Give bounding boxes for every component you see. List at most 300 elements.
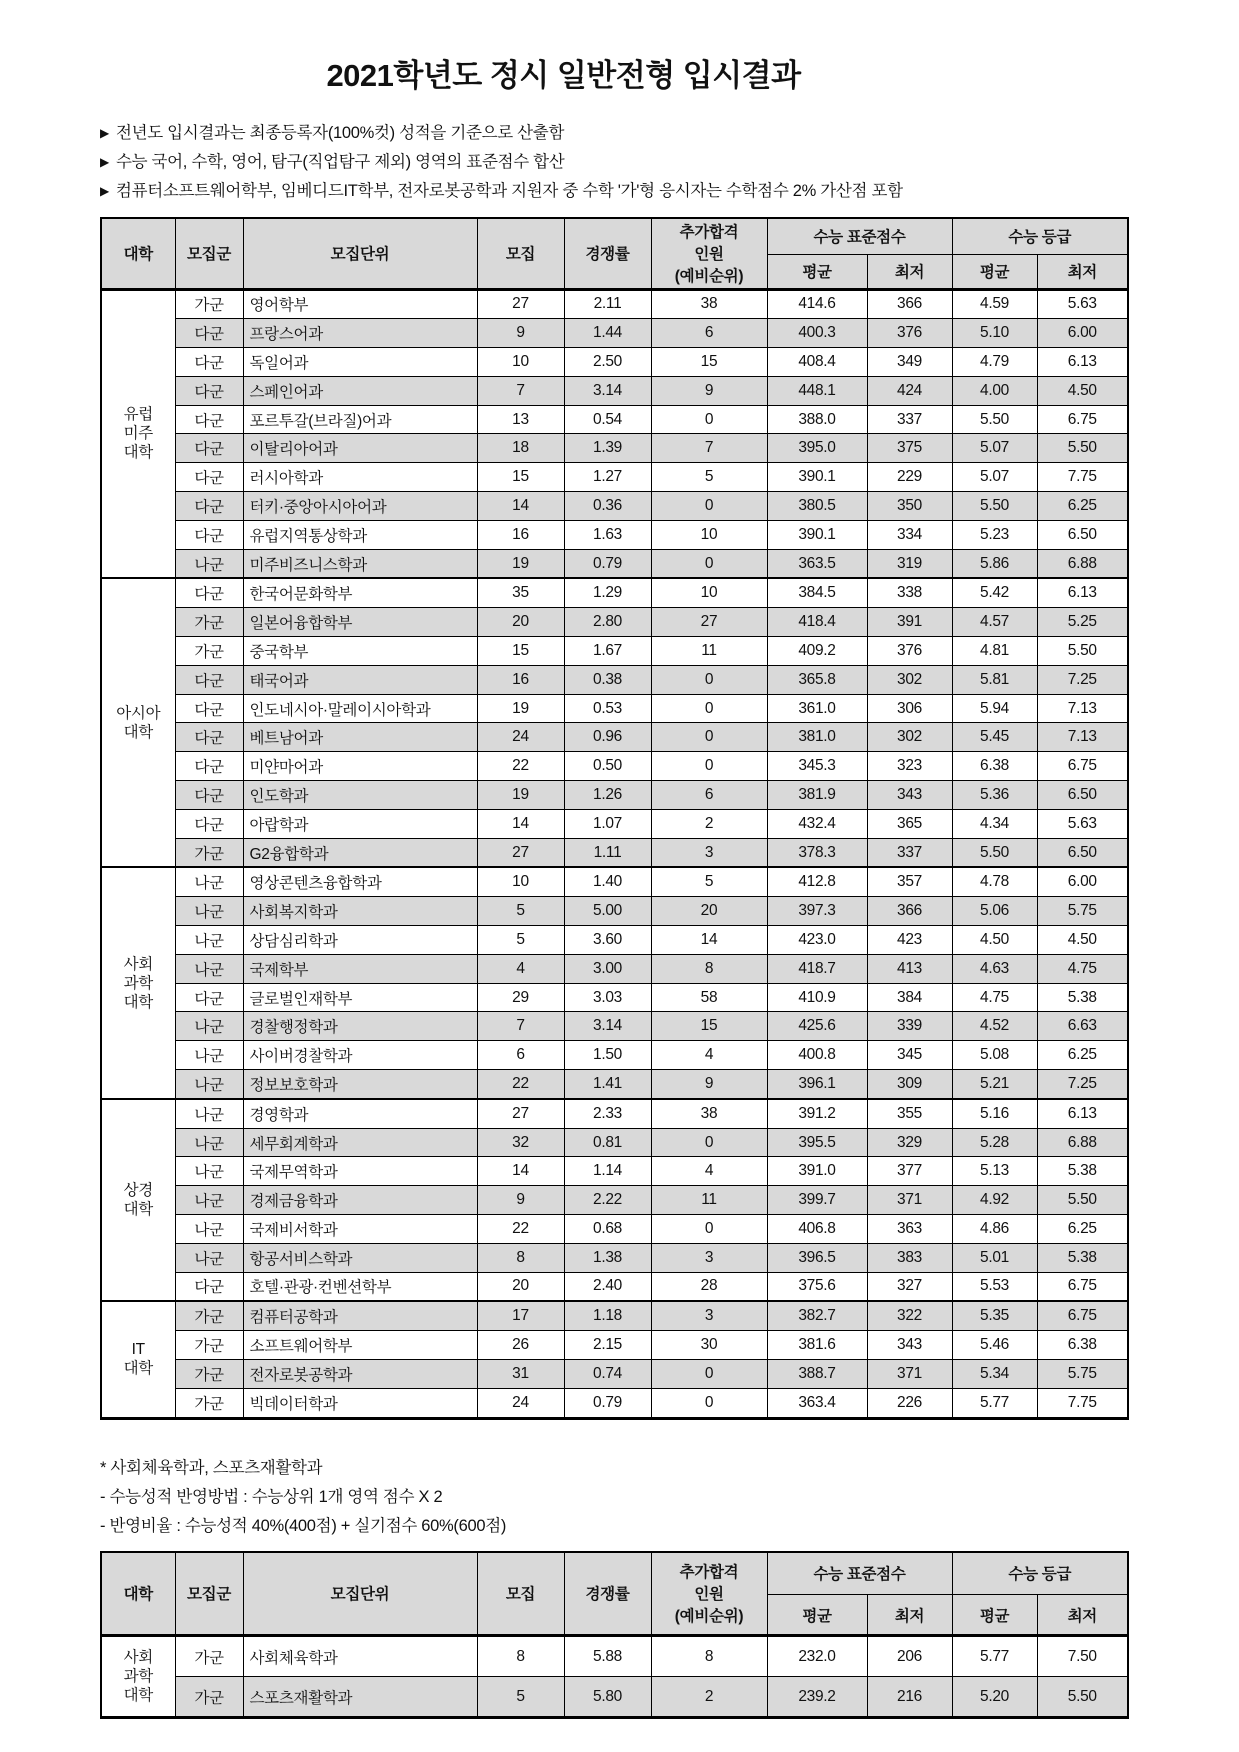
std-score-min-cell: 376: [867, 637, 952, 666]
admission-group-cell: 다군: [175, 694, 243, 723]
grade-min-cell: 5.75: [1037, 897, 1128, 926]
std-score-min-cell: 350: [867, 492, 952, 521]
department-cell: 빅데이터학과: [243, 1388, 477, 1418]
grade-min-cell: 6.75: [1037, 1301, 1128, 1330]
department-cell: 사이버경찰학과: [243, 1041, 477, 1070]
extra-pass-cell: 0: [651, 752, 767, 781]
table-row: [101, 1388, 1128, 1418]
grade-min-cell: 6.63: [1037, 1012, 1128, 1041]
quota-cell: 27: [477, 1099, 564, 1128]
grade-avg-cell: 4.81: [952, 637, 1037, 666]
grade-avg-cell: 4.59: [952, 289, 1037, 319]
quota-cell: 24: [477, 1388, 564, 1418]
admission-group-cell: 가군: [175, 289, 243, 319]
table-row: [101, 867, 1128, 896]
competition-ratio-cell: 1.29: [564, 578, 651, 607]
grade-min-cell: 7.13: [1037, 723, 1128, 752]
admission-group-cell: 나군: [175, 897, 243, 926]
extra-pass-cell: 3: [651, 838, 767, 867]
extra-pass-cell: 28: [651, 1272, 767, 1301]
grade-avg-cell: 5.08: [952, 1041, 1037, 1070]
table-row: [101, 1215, 1128, 1244]
competition-ratio-cell: 1.18: [564, 1301, 651, 1330]
admission-group-cell: 나군: [175, 549, 243, 578]
std-score-avg-cell: 406.8: [767, 1215, 867, 1244]
std-score-min-cell: 413: [867, 954, 952, 983]
competition-ratio-cell: 3.00: [564, 954, 651, 983]
quota-cell: 35: [477, 578, 564, 607]
table-row: [101, 1636, 1128, 1677]
department-cell: 포르투갈(브라질)어과: [243, 405, 477, 434]
department-cell: 국제비서학과: [243, 1215, 477, 1244]
std-score-avg-cell: 418.7: [767, 954, 867, 983]
quota-cell: 15: [477, 637, 564, 666]
std-score-avg-cell: 395.5: [767, 1128, 867, 1157]
table-row: [101, 1099, 1128, 1128]
competition-ratio-cell: 1.14: [564, 1157, 651, 1186]
table-body: [101, 289, 1128, 1418]
grade-min-cell: 6.25: [1037, 1215, 1128, 1244]
competition-ratio-cell: 0.74: [564, 1359, 651, 1388]
std-score-avg-cell: 232.0: [767, 1636, 867, 1677]
std-score-min-cell: 323: [867, 752, 952, 781]
std-score-min-cell: 327: [867, 1272, 952, 1301]
table-row: [101, 1041, 1128, 1070]
grade-min-cell: 5.75: [1037, 1359, 1128, 1388]
std-score-avg-cell: 388.0: [767, 405, 867, 434]
std-score-avg-cell: 375.6: [767, 1272, 867, 1301]
std-score-avg-cell: 400.8: [767, 1041, 867, 1070]
std-score-min-cell: 366: [867, 897, 952, 926]
table-row: [101, 954, 1128, 983]
extra-pass-cell: 15: [651, 1012, 767, 1041]
department-cell: 경영학과: [243, 1099, 477, 1128]
department-cell: 영어학부: [243, 289, 477, 319]
grade-min-cell: 5.50: [1037, 434, 1128, 463]
grade-min-cell: 6.13: [1037, 348, 1128, 377]
grade-min-cell: 5.50: [1037, 637, 1128, 666]
quota-cell: 14: [477, 492, 564, 521]
extra-pass-cell: 0: [651, 1215, 767, 1244]
competition-ratio-cell: 2.80: [564, 608, 651, 637]
department-cell: 태국어과: [243, 665, 477, 694]
university-group-label: IT 대학: [101, 1301, 175, 1418]
quota-cell: 9: [477, 1186, 564, 1215]
extra-pass-cell: 9: [651, 1070, 767, 1099]
footnotes: [100, 1454, 1239, 1541]
std-score-avg-cell: 432.4: [767, 809, 867, 838]
extra-pass-cell: 4: [651, 1157, 767, 1186]
grade-min-cell: 5.25: [1037, 608, 1128, 637]
admission-group-cell: 나군: [175, 1041, 243, 1070]
std-score-avg-cell: 399.7: [767, 1186, 867, 1215]
header-department: 모집단위: [243, 218, 477, 289]
grade-avg-cell: 5.23: [952, 520, 1037, 549]
department-cell: 항공서비스학과: [243, 1243, 477, 1272]
competition-ratio-cell: 1.50: [564, 1041, 651, 1070]
std-score-min-cell: 334: [867, 520, 952, 549]
grade-min-cell: 6.13: [1037, 578, 1128, 607]
std-score-avg-cell: 409.2: [767, 637, 867, 666]
std-score-avg-cell: 412.8: [767, 867, 867, 896]
grade-min-cell: 5.63: [1037, 289, 1128, 319]
intro-notes: [100, 119, 1239, 206]
admission-group-cell: 가군: [175, 1677, 243, 1718]
admission-group-cell: 다군: [175, 348, 243, 377]
header-std-avg: 평균: [767, 254, 867, 289]
std-score-min-cell: 366: [867, 289, 952, 319]
admission-group-cell: 나군: [175, 1243, 243, 1272]
university-group-label: 유럽 미주 대학: [101, 289, 175, 578]
header-department: 모집단위: [243, 1552, 477, 1636]
quota-cell: 17: [477, 1301, 564, 1330]
std-score-avg-cell: 396.1: [767, 1070, 867, 1099]
department-cell: 상담심리학과: [243, 926, 477, 955]
grade-min-cell: 6.25: [1037, 1041, 1128, 1070]
std-score-min-cell: 226: [867, 1388, 952, 1418]
competition-ratio-cell: 1.44: [564, 319, 651, 348]
table-header: [101, 1552, 1128, 1636]
quota-cell: 26: [477, 1331, 564, 1360]
admission-group-cell: 가군: [175, 1359, 243, 1388]
admission-group-cell: 가군: [175, 1388, 243, 1418]
table-row: [101, 637, 1128, 666]
std-score-min-cell: 319: [867, 549, 952, 578]
std-score-avg-cell: 414.6: [767, 289, 867, 319]
grade-avg-cell: 5.77: [952, 1636, 1037, 1677]
quota-cell: 18: [477, 434, 564, 463]
department-cell: 인도네시아·말레이시아학과: [243, 694, 477, 723]
std-score-min-cell: 329: [867, 1128, 952, 1157]
grade-min-cell: 6.50: [1037, 838, 1128, 867]
std-score-min-cell: 384: [867, 983, 952, 1012]
std-score-avg-cell: 410.9: [767, 983, 867, 1012]
grade-avg-cell: 5.36: [952, 781, 1037, 810]
table-row: [101, 1186, 1128, 1215]
competition-ratio-cell: 0.68: [564, 1215, 651, 1244]
std-score-avg-cell: 400.3: [767, 319, 867, 348]
bullet-triangle-icon: ▶: [100, 184, 109, 198]
department-cell: 프랑스어과: [243, 319, 477, 348]
grade-min-cell: 4.50: [1037, 926, 1128, 955]
extra-pass-cell: 0: [651, 492, 767, 521]
quota-cell: 16: [477, 520, 564, 549]
std-score-min-cell: 322: [867, 1301, 952, 1330]
quota-cell: 8: [477, 1243, 564, 1272]
competition-ratio-cell: 2.50: [564, 348, 651, 377]
table-row: [101, 665, 1128, 694]
std-score-avg-cell: 448.1: [767, 376, 867, 405]
std-score-avg-cell: 239.2: [767, 1677, 867, 1718]
competition-ratio-cell: 3.03: [564, 983, 651, 1012]
header-competition-ratio: 경쟁률: [564, 218, 651, 289]
quota-cell: 19: [477, 549, 564, 578]
std-score-min-cell: 343: [867, 1331, 952, 1360]
competition-ratio-cell: 0.79: [564, 1388, 651, 1418]
table-row: [101, 348, 1128, 377]
grade-avg-cell: 5.20: [952, 1677, 1037, 1718]
std-score-min-cell: 206: [867, 1636, 952, 1677]
competition-ratio-cell: 2.22: [564, 1186, 651, 1215]
grade-avg-cell: 4.34: [952, 809, 1037, 838]
admission-group-cell: 나군: [175, 1099, 243, 1128]
admission-group-cell: 다군: [175, 665, 243, 694]
admission-group-cell: 나군: [175, 926, 243, 955]
extra-pass-cell: 0: [651, 1128, 767, 1157]
extra-pass-cell: 0: [651, 694, 767, 723]
competition-ratio-cell: 1.67: [564, 637, 651, 666]
extra-pass-cell: 0: [651, 665, 767, 694]
table-row: [101, 1128, 1128, 1157]
admission-group-cell: 나군: [175, 954, 243, 983]
std-score-min-cell: 306: [867, 694, 952, 723]
department-cell: 유럽지역통상학과: [243, 520, 477, 549]
std-score-min-cell: 424: [867, 376, 952, 405]
std-score-avg-cell: 381.6: [767, 1331, 867, 1360]
std-score-avg-cell: 396.5: [767, 1243, 867, 1272]
department-cell: 경찰행정학과: [243, 1012, 477, 1041]
header-quota: 모집: [477, 218, 564, 289]
competition-ratio-cell: 5.80: [564, 1677, 651, 1718]
competition-ratio-cell: 0.38: [564, 665, 651, 694]
std-score-avg-cell: 397.3: [767, 897, 867, 926]
table-row: [101, 434, 1128, 463]
header-university: 대학: [101, 1552, 175, 1636]
department-cell: 국제무역학과: [243, 1157, 477, 1186]
grade-avg-cell: 5.06: [952, 897, 1037, 926]
department-cell: 러시아학과: [243, 463, 477, 492]
competition-ratio-cell: 1.27: [564, 463, 651, 492]
std-score-min-cell: 377: [867, 1157, 952, 1186]
table-row: [101, 405, 1128, 434]
grade-min-cell: 6.75: [1037, 1272, 1128, 1301]
department-cell: 정보보호학과: [243, 1070, 477, 1099]
competition-ratio-cell: 1.07: [564, 809, 651, 838]
header-std-min: 최저: [867, 254, 952, 289]
table-body: [101, 1636, 1128, 1718]
std-score-avg-cell: 380.5: [767, 492, 867, 521]
table-row: [101, 1677, 1128, 1718]
std-score-avg-cell: 384.5: [767, 578, 867, 607]
std-score-avg-cell: 382.7: [767, 1301, 867, 1330]
table-row: [101, 838, 1128, 867]
std-score-min-cell: 343: [867, 781, 952, 810]
grade-avg-cell: 5.21: [952, 1070, 1037, 1099]
quota-cell: 22: [477, 1215, 564, 1244]
extra-pass-cell: 0: [651, 549, 767, 578]
admission-group-cell: 다군: [175, 809, 243, 838]
table-row: [101, 1359, 1128, 1388]
competition-ratio-cell: 5.00: [564, 897, 651, 926]
grade-min-cell: 5.38: [1037, 1157, 1128, 1186]
admission-group-cell: 다군: [175, 520, 243, 549]
grade-avg-cell: 5.07: [952, 463, 1037, 492]
extra-pass-cell: 30: [651, 1331, 767, 1360]
competition-ratio-cell: 3.14: [564, 1012, 651, 1041]
bullet-triangle-icon: ▶: [100, 155, 109, 169]
grade-min-cell: 6.50: [1037, 781, 1128, 810]
std-score-min-cell: 345: [867, 1041, 952, 1070]
table-header: [101, 218, 1128, 289]
competition-ratio-cell: 1.41: [564, 1070, 651, 1099]
grade-avg-cell: 5.45: [952, 723, 1037, 752]
std-score-min-cell: 216: [867, 1677, 952, 1718]
quota-cell: 29: [477, 983, 564, 1012]
footnote-line: * 사회체육학과, 스포츠재활학과: [100, 1458, 323, 1477]
table-row: [101, 319, 1128, 348]
intro-note-line: [100, 148, 1239, 177]
std-score-avg-cell: 365.8: [767, 665, 867, 694]
table-row: [101, 520, 1128, 549]
department-cell: 사회체육학과: [243, 1636, 477, 1677]
grade-avg-cell: 5.16: [952, 1099, 1037, 1128]
std-score-avg-cell: 423.0: [767, 926, 867, 955]
table-row: [101, 1012, 1128, 1041]
grade-min-cell: 6.25: [1037, 492, 1128, 521]
std-score-min-cell: 365: [867, 809, 952, 838]
admission-group-cell: 나군: [175, 1157, 243, 1186]
extra-pass-cell: 3: [651, 1301, 767, 1330]
grade-min-cell: 6.50: [1037, 520, 1128, 549]
quota-cell: 14: [477, 809, 564, 838]
grade-avg-cell: 5.42: [952, 578, 1037, 607]
header-admission-group: 모집군: [175, 1552, 243, 1636]
intro-note-line: [100, 177, 1239, 206]
std-score-min-cell: 355: [867, 1099, 952, 1128]
std-score-min-cell: 229: [867, 463, 952, 492]
grade-avg-cell: 5.81: [952, 665, 1037, 694]
quota-cell: 6: [477, 1041, 564, 1070]
header-grade-min: 최저: [1037, 254, 1128, 289]
competition-ratio-cell: 5.88: [564, 1636, 651, 1677]
std-score-avg-cell: 390.1: [767, 520, 867, 549]
std-score-min-cell: 371: [867, 1186, 952, 1215]
bullet-triangle-icon: ▶: [100, 126, 109, 140]
competition-ratio-cell: 3.14: [564, 376, 651, 405]
header-grade-min: 최저: [1037, 1595, 1128, 1636]
std-score-min-cell: 302: [867, 723, 952, 752]
admission-group-cell: 다군: [175, 492, 243, 521]
quota-cell: 7: [477, 376, 564, 405]
std-score-min-cell: 349: [867, 348, 952, 377]
page-title: 2021학년도 정시 일반전형 입시결과: [326, 58, 801, 93]
grade-min-cell: 6.00: [1037, 319, 1128, 348]
grade-avg-cell: 5.46: [952, 1331, 1037, 1360]
department-cell: 인도학과: [243, 781, 477, 810]
intro-note-line: [100, 119, 1239, 148]
grade-avg-cell: 5.94: [952, 694, 1037, 723]
admission-group-cell: 나군: [175, 1215, 243, 1244]
admission-group-cell: 다군: [175, 1272, 243, 1301]
extra-pass-cell: 8: [651, 954, 767, 983]
grade-avg-cell: 5.34: [952, 1359, 1037, 1388]
header-std-min: 최저: [867, 1595, 952, 1636]
grade-avg-cell: 5.86: [952, 549, 1037, 578]
department-cell: 세무회계학과: [243, 1128, 477, 1157]
admission-group-cell: 다군: [175, 983, 243, 1012]
std-score-min-cell: 338: [867, 578, 952, 607]
extra-pass-cell: 7: [651, 434, 767, 463]
competition-ratio-cell: 0.50: [564, 752, 651, 781]
grade-avg-cell: 4.52: [952, 1012, 1037, 1041]
grade-min-cell: 6.75: [1037, 752, 1128, 781]
header-extra-pass: 추가합격 인원 (예비순위): [651, 1552, 767, 1636]
extra-pass-cell: 6: [651, 319, 767, 348]
competition-ratio-cell: 3.60: [564, 926, 651, 955]
header-grade: 수능 등급: [952, 1552, 1128, 1595]
competition-ratio-cell: 2.33: [564, 1099, 651, 1128]
competition-ratio-cell: 1.26: [564, 781, 651, 810]
std-score-min-cell: 339: [867, 1012, 952, 1041]
footnote-line: - 수능성적 반영방법 : 수능상위 1개 영역 점수 X 2: [100, 1487, 443, 1506]
quota-cell: 7: [477, 1012, 564, 1041]
grade-avg-cell: 5.50: [952, 838, 1037, 867]
department-cell: 사회복지학과: [243, 897, 477, 926]
extra-pass-cell: 38: [651, 289, 767, 319]
grade-min-cell: 7.25: [1037, 1070, 1128, 1099]
extra-pass-cell: 27: [651, 608, 767, 637]
table-row: [101, 694, 1128, 723]
footnote-line: - 반영비율 : 수능성적 40%(400점) + 실기점수 60%(600점): [100, 1516, 507, 1535]
quota-cell: 9: [477, 319, 564, 348]
extra-pass-cell: 58: [651, 983, 767, 1012]
grade-avg-cell: 5.53: [952, 1272, 1037, 1301]
department-cell: 글로벌인재학부: [243, 983, 477, 1012]
grade-min-cell: 4.75: [1037, 954, 1128, 983]
extra-pass-cell: 6: [651, 781, 767, 810]
std-score-min-cell: 375: [867, 434, 952, 463]
admission-results-table-sports: [100, 1551, 1129, 1720]
std-score-min-cell: 357: [867, 867, 952, 896]
intro-note-text: 전년도 입시결과는 최종등록자(100%컷) 성적을 기준으로 산출함: [115, 124, 565, 142]
table-row: [101, 1331, 1128, 1360]
quota-cell: 22: [477, 1070, 564, 1099]
table-row: [101, 1243, 1128, 1272]
extra-pass-cell: 3: [651, 1243, 767, 1272]
table-row: [101, 376, 1128, 405]
department-cell: 아랍학과: [243, 809, 477, 838]
header-extra-pass: 추가합격 인원 (예비순위): [651, 218, 767, 289]
std-score-min-cell: 423: [867, 926, 952, 955]
admission-group-cell: 가군: [175, 1331, 243, 1360]
grade-avg-cell: 4.63: [952, 954, 1037, 983]
grade-avg-cell: 5.50: [952, 492, 1037, 521]
header-grade: 수능 등급: [952, 218, 1128, 254]
grade-avg-cell: 5.13: [952, 1157, 1037, 1186]
table-row: [101, 781, 1128, 810]
std-score-min-cell: 302: [867, 665, 952, 694]
extra-pass-cell: 0: [651, 1359, 767, 1388]
intro-note-text: 컴퓨터소프트웨어학부, 임베디드IT학부, 전자로봇공학과 지원자 중 수학 '가'형 응시자는 수학점수 2% 가산점 포함: [115, 182, 903, 200]
std-score-avg-cell: 378.3: [767, 838, 867, 867]
department-cell: 중국학부: [243, 637, 477, 666]
grade-min-cell: 6.75: [1037, 405, 1128, 434]
admission-group-cell: 가군: [175, 608, 243, 637]
university-group-label: 사회 과학 대학: [101, 1636, 175, 1718]
std-score-min-cell: 337: [867, 405, 952, 434]
extra-pass-cell: 2: [651, 809, 767, 838]
grade-avg-cell: 4.92: [952, 1186, 1037, 1215]
department-cell: 독일어과: [243, 348, 477, 377]
grade-min-cell: 5.63: [1037, 809, 1128, 838]
department-cell: 컴퓨터공학과: [243, 1301, 477, 1330]
table-row: [101, 723, 1128, 752]
quota-cell: 5: [477, 1677, 564, 1718]
quota-cell: 16: [477, 665, 564, 694]
department-cell: 미얀마어과: [243, 752, 477, 781]
table-row: [101, 926, 1128, 955]
std-score-avg-cell: 390.1: [767, 463, 867, 492]
